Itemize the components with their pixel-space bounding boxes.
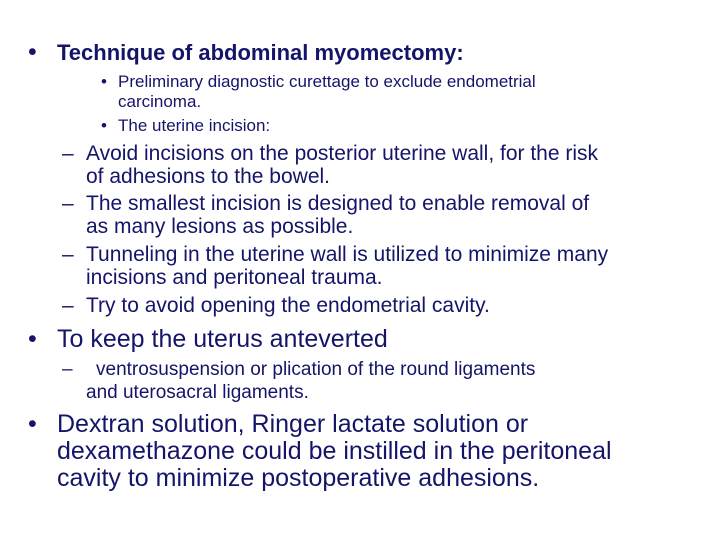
anteverted-point-line: ventrosuspension or plication of the round ligaments [96, 359, 536, 380]
sub-item-line: The uterine incision: [118, 116, 271, 135]
incision-point-line: of adhesions to the bowel. [86, 165, 331, 188]
incision-point-line: Tunneling in the uterine wall is utilized to minimize many [86, 243, 609, 266]
bullet-dot: • [28, 325, 37, 353]
sub-item-line: Preliminary diagnostic curettage to exclude endometrial [118, 72, 536, 91]
bullet-dash: – [62, 192, 74, 215]
bullet-dash: – [62, 294, 74, 317]
incision-point-line: The smallest incision is designed to enable removal of [86, 192, 590, 215]
incision-point-line: Try to avoid opening the endometrial cavity. [86, 294, 490, 317]
bullet-dash: – [62, 359, 73, 380]
bullet-dot: • [28, 410, 37, 438]
bullet-dot: • [28, 38, 37, 66]
bullet-dash: – [62, 243, 74, 266]
bullet-dot: • [101, 72, 107, 91]
anteverted-heading: To keep the uterus anteverted [57, 325, 388, 353]
sub-item-line: carcinoma. [118, 92, 202, 111]
bullet-dash: – [62, 142, 74, 165]
dextran-line: cavity to minimize postoperative adhesions. [57, 464, 540, 492]
dextran-line: dexamethazone could be instilled in the peritoneal [57, 437, 612, 465]
incision-point-line: incisions and peritoneal trauma. [86, 266, 383, 289]
anteverted-point-line: and uterosacral ligaments. [86, 382, 309, 403]
bullet-dot: • [101, 116, 107, 135]
incision-point-line: as many lesions as possible. [86, 215, 354, 238]
technique-heading: Technique of abdominal myomectomy: [57, 40, 464, 65]
incision-point-line: Avoid incisions on the posterior uterine wall, for the risk [86, 142, 599, 165]
dextran-line: Dextran solution, Ringer lactate solution or [57, 410, 529, 438]
